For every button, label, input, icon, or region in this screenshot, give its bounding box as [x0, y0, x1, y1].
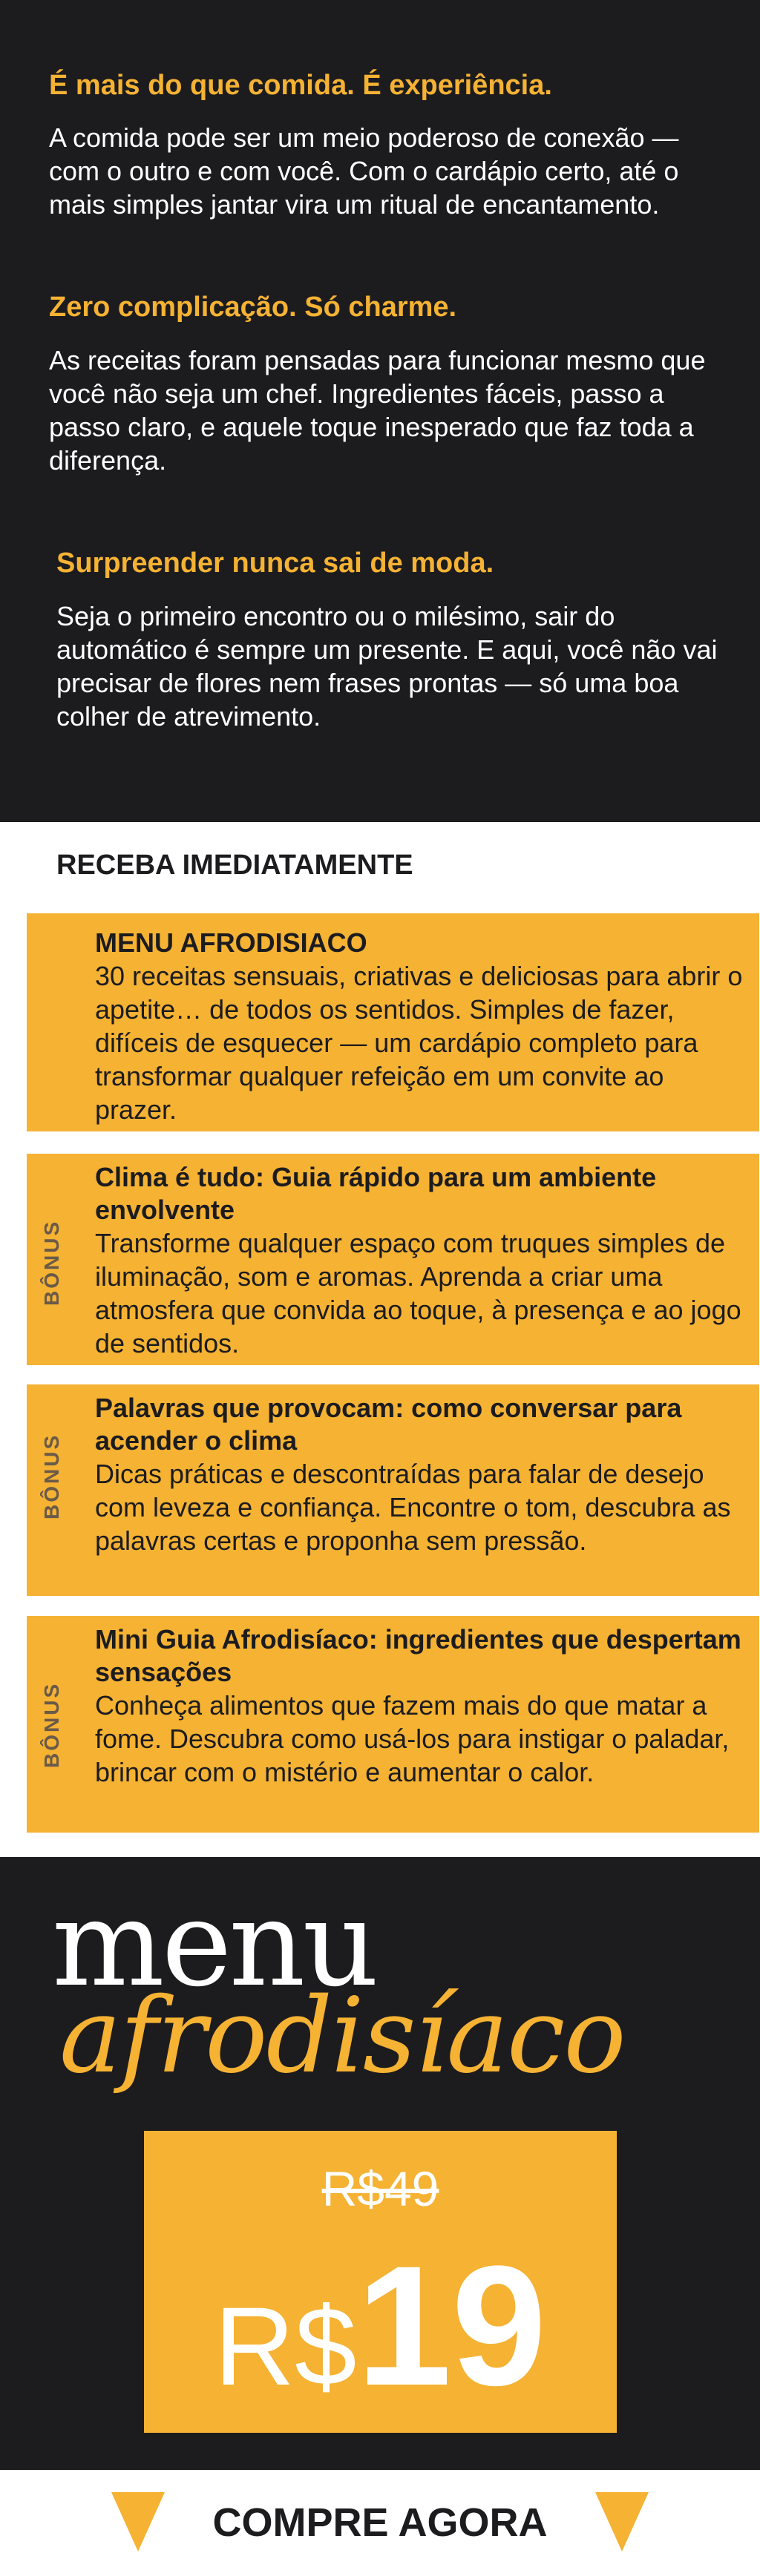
- new-price: [144, 2227, 617, 2424]
- intro-heading-1: É mais do que comida. É experiência.: [49, 70, 552, 101]
- bonus-label: BÔNUS: [40, 1433, 63, 1519]
- bonus-card-1: [27, 1154, 759, 1365]
- price-value: 19: [356, 2230, 547, 2421]
- bonus-desc-3: Conheça alimentos que fazem mais do que matar a fome. Descubra como usá-los para instigar o paladar, brincar com o mistério e aumentar o calor.: [95, 1690, 730, 1787]
- product-title: MENU AFRODISIACO: [95, 927, 367, 958]
- logo-line-afrodisiaco: afrodisíaco: [59, 1976, 625, 2097]
- bonus-label: BÔNUS: [40, 1681, 63, 1768]
- intro-heading-3: Surpreender nunca sai de moda.: [56, 548, 494, 579]
- chevron-down-icon: [595, 2492, 649, 2552]
- price-box: [144, 2131, 617, 2433]
- product-desc: 30 receitas sensuais, criativas e deliciosas para abrir o apetite… de todos os sentidos. Simples de fazer, difíceis de esquecer — um cardápio completo para transformar qualquer refeição em um convite ao prazer.: [95, 961, 743, 1125]
- bonus-label: BÔNUS: [40, 1219, 63, 1306]
- intro-text-2: As receitas foram pensadas para funcionar mesmo que você não seja um chef. Ingredientes fáceis, passo a passo claro, e aquele toque inesperado que faz toda a diferença.: [49, 345, 706, 476]
- intro-text-1: A comida pode ser um meio poderoso de conexão — com o outro e com você. Com o cardápio certo, até o mais simples jantar vira um ritual de encantamento.: [49, 122, 679, 220]
- intro-text-3: Seja o primeiro encontro ou o milésimo, sair do automático é sempre um presente. E aqui, você não vai precisar de flores nem frases prontas — só uma boa colher de atrevimento.: [56, 601, 718, 732]
- price-currency: R$: [214, 2284, 357, 2408]
- logo-line-menu: menu: [52, 1874, 376, 2013]
- bonus-desc-1: Transforme qualquer espaço com truques simples de iluminação, som e aromas. Aprenda a criar uma atmosfera que convida ao toque, à presença e ao jogo de sentidos.: [95, 1228, 741, 1358]
- buy-now-button[interactable]: [0, 2470, 760, 2576]
- buy-now-label: COMPRE AGORA: [212, 2500, 548, 2545]
- bonus-desc-2: Dicas práticas e descontraídas para falar de desejo com leveza e confiança. Encontre o tom, descubra as palavras certas e proponha sem pressão.: [95, 1459, 731, 1556]
- old-price: R$49: [321, 2161, 439, 2216]
- bonus-card-2: [27, 1384, 759, 1596]
- bonus-title-2: Palavras que provocam: como conversar para acender o clima: [95, 1393, 682, 1456]
- bonus-title-3: Mini Guia Afrodisíaco: ingredientes que despertam sensações: [95, 1624, 741, 1687]
- product-card-main: [27, 913, 759, 1131]
- bonus-card-3: [27, 1616, 759, 1833]
- receive-title: RECEBA IMEDIATAMENTE: [56, 850, 413, 881]
- intro-heading-2: Zero complicação. Só charme.: [49, 292, 457, 323]
- bonus-title-1: Clima é tudo: Guia rápido para um ambiente envolvente: [95, 1162, 657, 1225]
